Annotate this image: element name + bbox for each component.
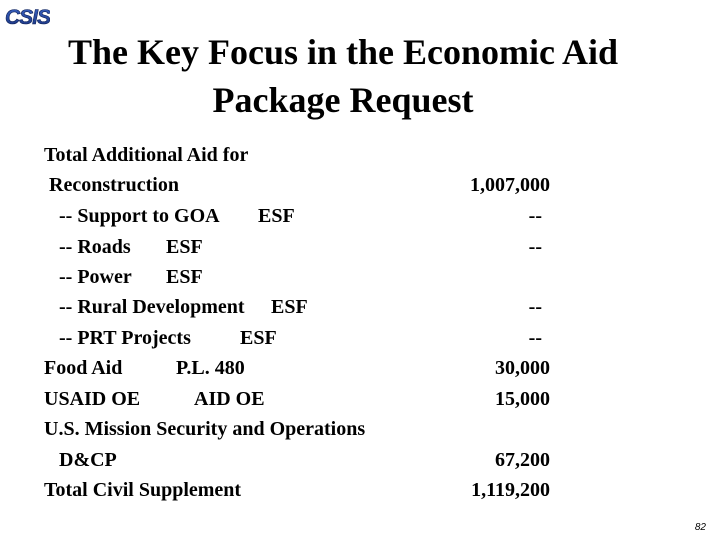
- csis-logo: [4, 2, 50, 30]
- row-label: Total Additional Aid for: [44, 144, 249, 166]
- row-label: Food Aid: [44, 357, 123, 379]
- row-label: -- Power: [44, 266, 132, 288]
- row-fund: P.L. 480: [176, 357, 245, 379]
- row-fund: ESF: [271, 296, 308, 318]
- row-label: USAID OE: [44, 388, 141, 410]
- table-row: [0, 353, 720, 383]
- row-amount: --: [528, 205, 542, 227]
- row-label: -- Support to GOA: [44, 205, 220, 227]
- slide-title: [0, 28, 686, 124]
- row-amount: --: [528, 236, 542, 258]
- title-line-1: The Key Focus in the Economic Aid: [67, 32, 619, 72]
- table-row: [0, 414, 720, 444]
- row-amount: 30,000: [495, 357, 550, 379]
- table-row: [0, 384, 720, 414]
- table-row: [0, 232, 720, 262]
- slide-number: 82: [694, 522, 706, 533]
- row-amount: 67,200: [495, 449, 550, 471]
- row-fund: ESF: [258, 205, 295, 227]
- row-fund: ESF: [166, 266, 203, 288]
- row-label: U.S. Mission Security and Operations: [44, 418, 366, 440]
- row-fund: ESF: [240, 327, 277, 349]
- row-amount: 15,000: [495, 388, 550, 410]
- row-amount: 1,007,000: [470, 174, 550, 196]
- svg-text:CSIS: CSIS: [5, 6, 50, 29]
- row-fund: AID OE: [194, 388, 265, 410]
- row-label: -- PRT Projects: [44, 327, 191, 349]
- row-amount: --: [528, 327, 542, 349]
- row-label: Reconstruction: [44, 174, 179, 196]
- title-line-2: Package Request: [212, 80, 474, 120]
- table-row: [0, 201, 720, 231]
- table-row: [0, 323, 720, 353]
- row-amount: --: [528, 296, 542, 318]
- table-row: [0, 445, 720, 475]
- row-label: Total Civil Supplement: [44, 479, 242, 501]
- row-label: D&CP: [44, 449, 117, 471]
- table-row: [0, 170, 720, 200]
- row-label: -- Roads: [44, 236, 131, 258]
- table-row: [0, 292, 720, 322]
- table-row: [0, 140, 720, 170]
- row-fund: ESF: [166, 236, 203, 258]
- row-label: -- Rural Development: [44, 296, 245, 318]
- table-row: [0, 475, 720, 505]
- table-row: [0, 262, 720, 292]
- row-amount: 1,119,200: [471, 479, 550, 501]
